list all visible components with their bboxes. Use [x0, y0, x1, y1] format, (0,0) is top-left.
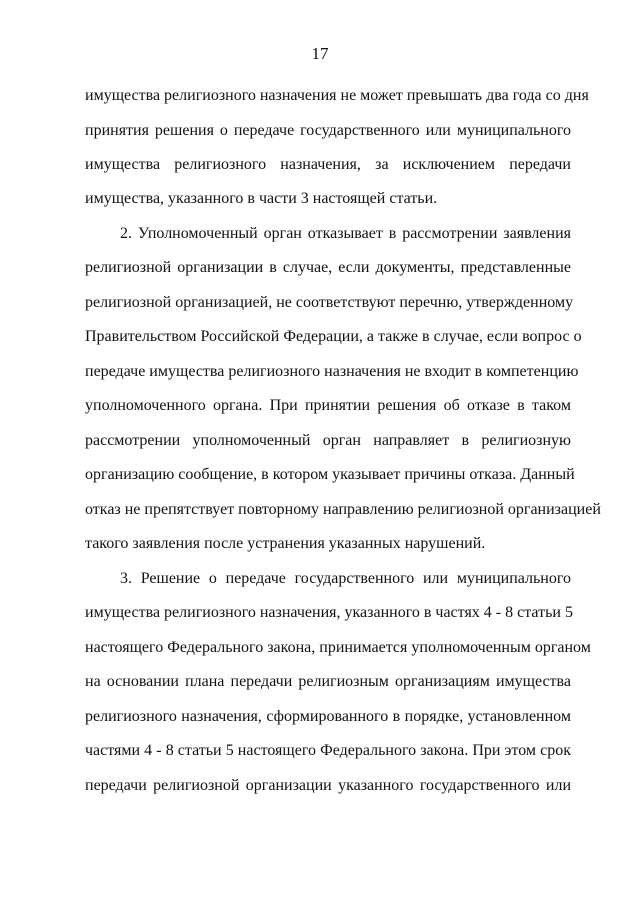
text-line: имущества религиозного назначения не может превышать два года со дня — [85, 87, 589, 104]
text-line: религиозного назначения, сформированного в порядке, установленном — [85, 708, 571, 725]
text-line: на основании плана передачи религиозным организациям имущества — [85, 673, 571, 690]
text-line: отказ не препятствует повторному направлению религиозной организацией — [85, 501, 601, 518]
text-line: принятия решения о передаче государственного или муниципального — [85, 122, 571, 139]
text-line: рассмотрении уполномоченный орган направляет в религиозную — [85, 432, 571, 449]
text-line: передачи религиозной организации указанного государственного или — [85, 777, 571, 794]
text-line: передаче имущества религиозного назначения не входит в компетенцию — [85, 363, 579, 380]
text-line: религиозной организации в случае, если документы, представленные — [85, 259, 571, 276]
text-line: Правительством Российской Федерации, а также в случае, если вопрос о — [85, 328, 582, 345]
text-line: 2. Уполномоченный орган отказывает в рассмотрении заявления — [120, 225, 571, 242]
page-number: 17 — [311, 44, 329, 63]
text-line: уполномоченного органа. При принятии решения об отказе в таком — [85, 397, 571, 414]
text-line: организацию сообщение, в котором указывает причины отказа. Данный — [85, 466, 575, 483]
text-line: 3. Решение о передаче государственного или муниципального — [120, 570, 571, 587]
text-line: настоящего Федерального закона, принимается уполномоченным органом — [85, 639, 591, 656]
text-line: религиозной организацией, не соответствуют перечню, утвержденному — [85, 294, 574, 311]
text-line: имущества религиозного назначения, за исключением передачи — [85, 156, 571, 173]
text-line: такого заявления после устранения указанных нарушений. — [85, 535, 486, 552]
text-line: имущества, указанного в части 3 настоящей статьи. — [85, 190, 438, 207]
text-line: имущества религиозного назначения, указанного в частях 4 - 8 статьи 5 — [85, 604, 573, 621]
text-line: частями 4 - 8 статьи 5 настоящего Федерального закона. При этом срок — [85, 742, 571, 759]
